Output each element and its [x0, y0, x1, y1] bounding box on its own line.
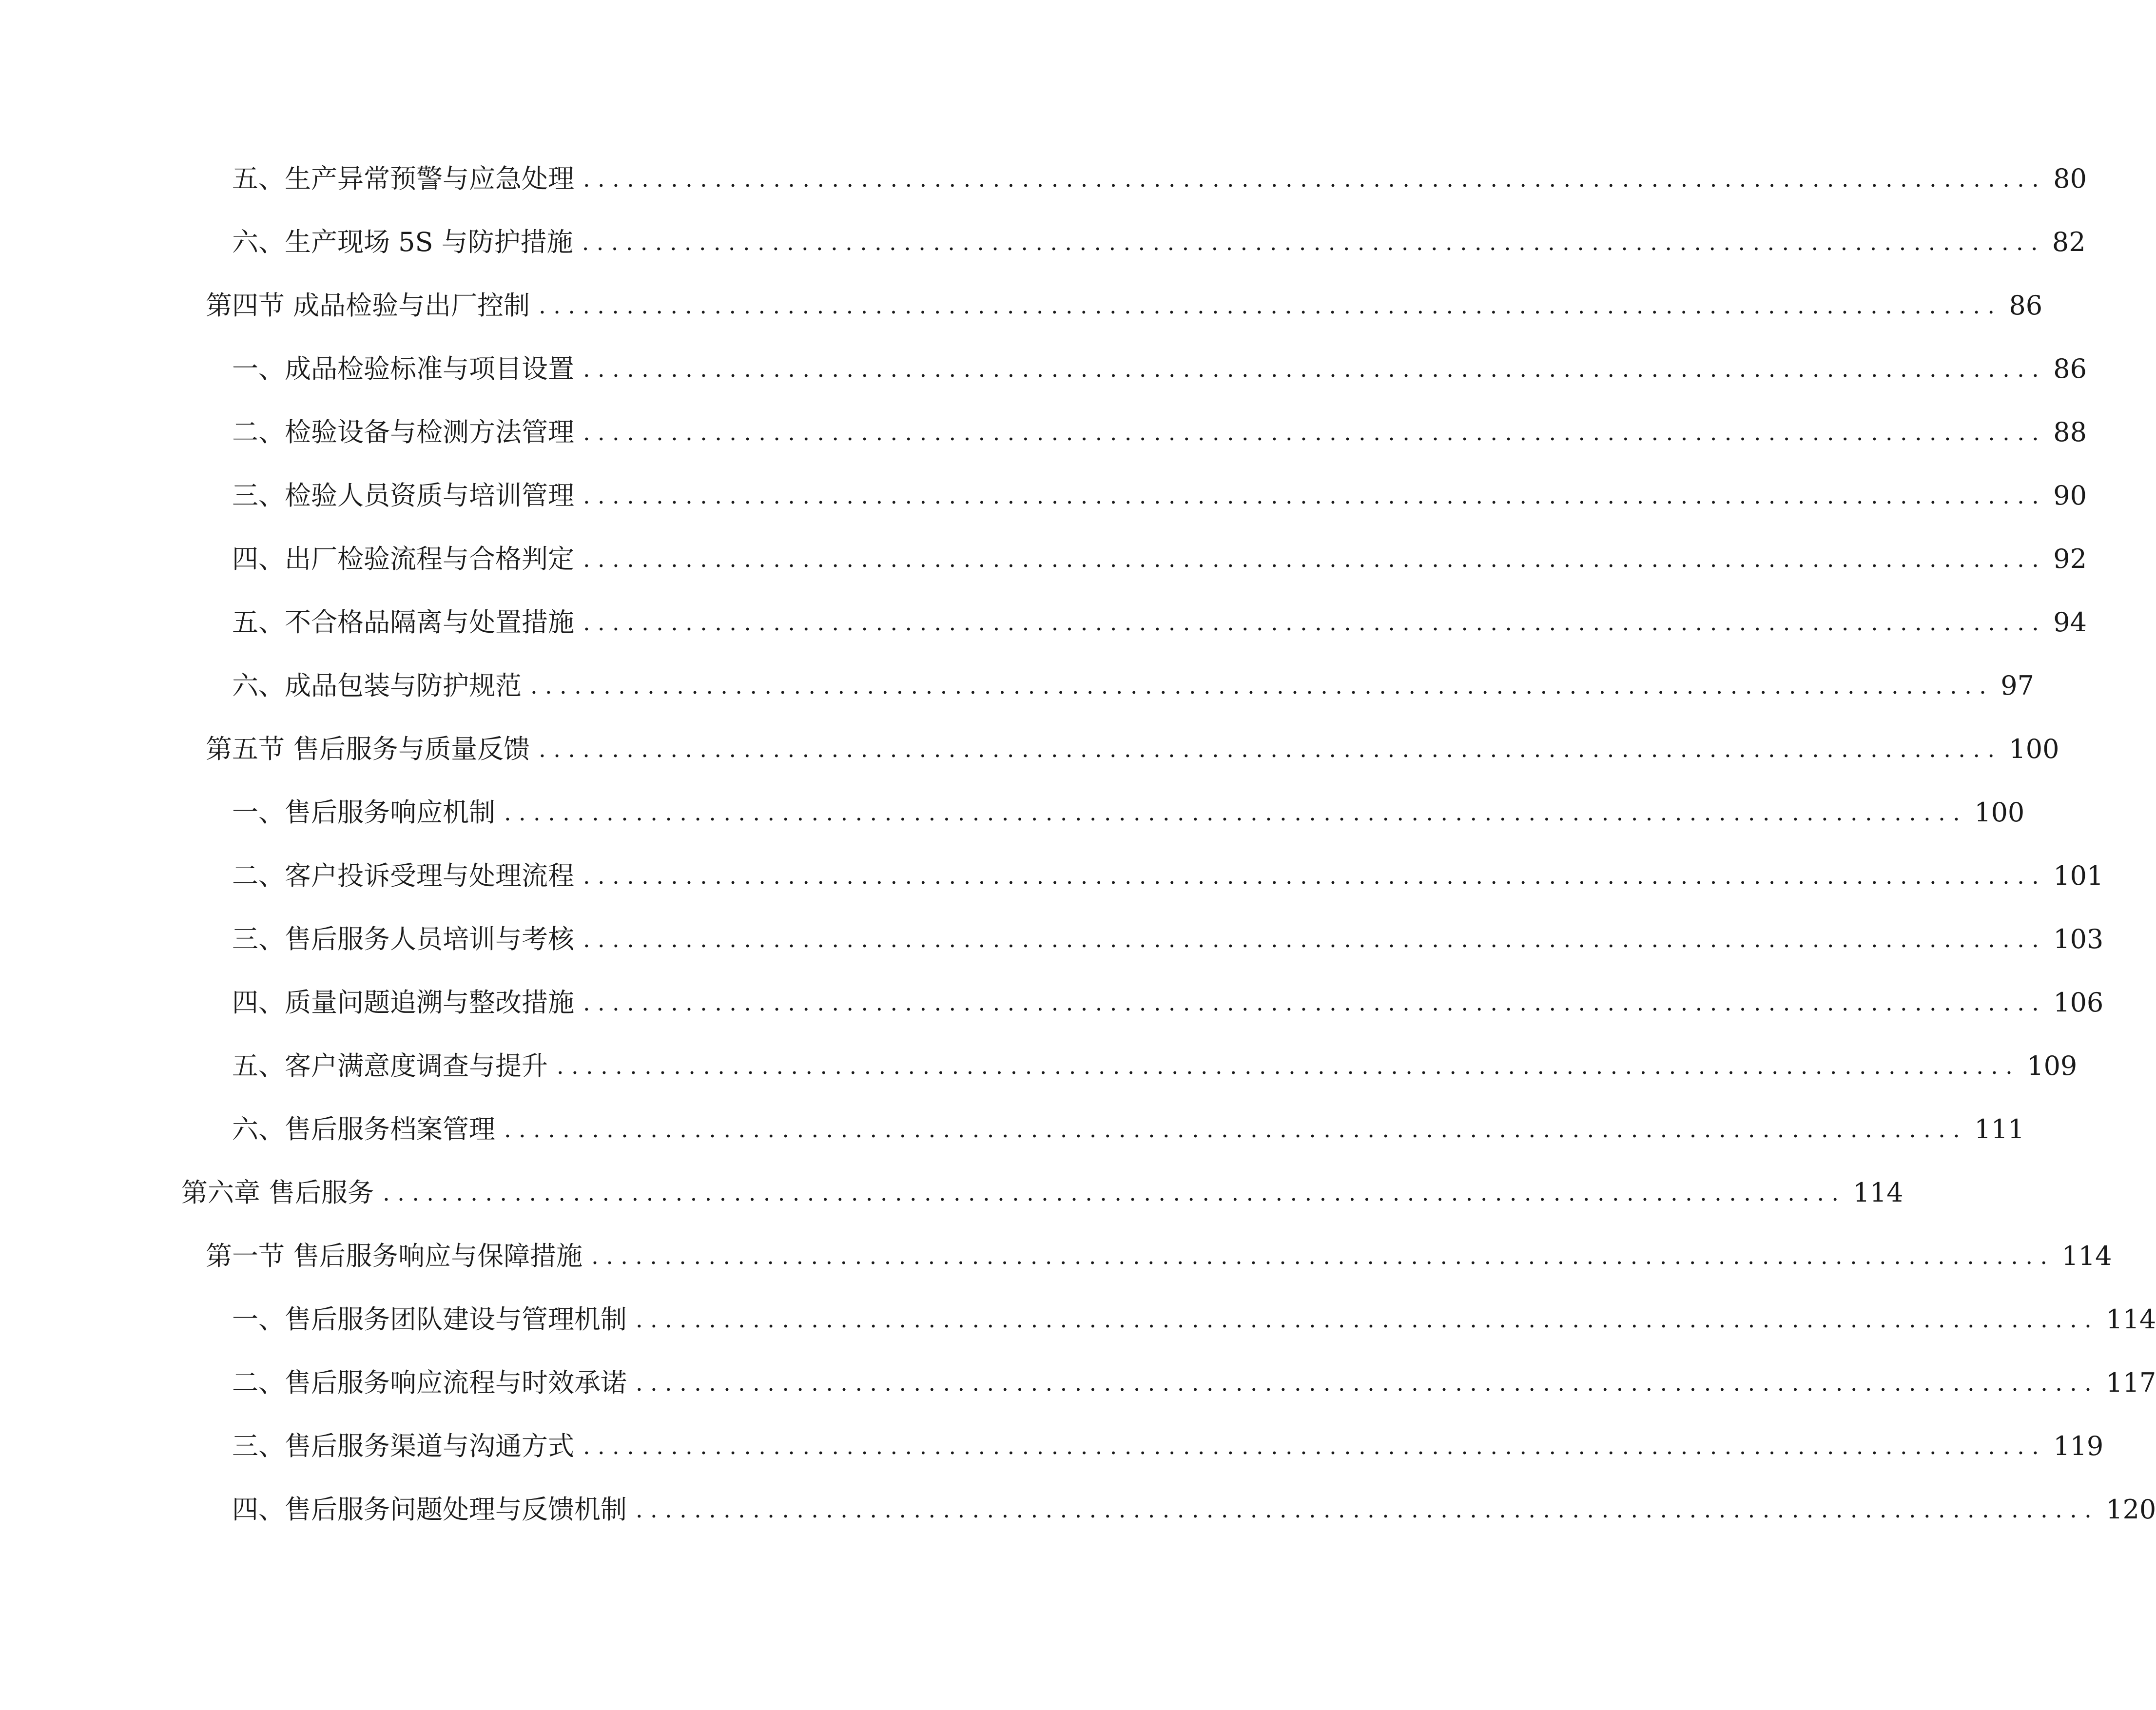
toc-dot-leader: ....................................................................................................	[591, 1243, 2055, 1269]
toc-dot-leader: ....................................................................................................	[539, 292, 2002, 319]
toc-entry-title: 六、成品包装与防护规范	[232, 670, 522, 701]
toc-entry-page: 111	[1974, 1114, 2025, 1145]
toc-entry[interactable]	[232, 981, 2104, 1025]
toc-entry[interactable]	[232, 601, 2087, 644]
toc-entry-page: 109	[2027, 1050, 2078, 1081]
toc-entry[interactable]	[232, 1044, 2078, 1088]
toc-entry-title: 第四节 成品检验与出厂控制	[206, 290, 530, 321]
toc-entry-title: 一、售后服务响应机制	[232, 797, 495, 828]
toc-entry[interactable]	[232, 220, 2086, 264]
toc-entry-page: 94	[2053, 607, 2087, 638]
toc-entry[interactable]	[232, 474, 2087, 518]
toc-entry-title: 一、售后服务团队建设与管理机制	[232, 1304, 627, 1335]
toc-entry-title: 五、客户满意度调查与提升	[232, 1050, 548, 1081]
toc-dot-leader: ....................................................................................................	[583, 483, 2047, 509]
toc-entry-page: 117	[2106, 1367, 2156, 1398]
toc-entry[interactable]	[232, 664, 2034, 708]
toc-entry-title: 四、售后服务问题处理与反馈机制	[232, 1494, 627, 1525]
toc-entry-page: 120	[2106, 1494, 2156, 1525]
toc-dot-leader: ....................................................................................................	[636, 1496, 2099, 1523]
toc-dot-leader: ....................................................................................................	[583, 356, 2047, 382]
toc-entry-title: 三、售后服务渠道与沟通方式	[232, 1431, 574, 1461]
toc-entry[interactable]	[232, 854, 2104, 898]
toc-entry[interactable]	[206, 1234, 2112, 1278]
toc-entry-page: 92	[2053, 544, 2087, 574]
toc-entry-title: 二、客户投诉受理与处理流程	[232, 860, 574, 891]
toc-entry-title: 六、生产现场 5S 与防护措施	[232, 227, 573, 257]
toc-entry[interactable]	[232, 917, 2104, 961]
toc-entry-page: 86	[2053, 353, 2087, 384]
toc-dot-leader: ....................................................................................................	[583, 609, 2047, 636]
toc-entry-page: 114	[1853, 1177, 1903, 1208]
toc-entry[interactable]	[232, 1488, 2156, 1532]
toc-entry[interactable]	[232, 1361, 2156, 1405]
toc-dot-leader: ....................................................................................................	[583, 419, 2047, 446]
toc-dot-leader: ....................................................................................................	[636, 1306, 2099, 1333]
toc-entry-title: 第六章 售后服务	[181, 1177, 374, 1208]
toc-entry[interactable]	[232, 1298, 2156, 1341]
toc-entry[interactable]	[206, 284, 2043, 328]
toc-entry[interactable]	[181, 1171, 1903, 1215]
toc-entry-page: 88	[2053, 417, 2087, 447]
toc-entry-title: 五、生产异常预警与应急处理	[232, 163, 574, 194]
toc-entry-title: 二、检验设备与检测方法管理	[232, 417, 574, 447]
toc-dot-leader: ....................................................................................................	[583, 166, 2047, 192]
toc-entry-title: 五、不合格品隔离与处置措施	[232, 607, 574, 638]
toc-dot-leader: ....................................................................................................	[583, 863, 2047, 889]
toc-entry-title: 四、质量问题追溯与整改措施	[232, 987, 574, 1018]
toc-dot-leader: ....................................................................................................	[583, 546, 2047, 572]
toc-dot-leader: ....................................................................................................	[583, 1433, 2047, 1459]
toc-entry-page: 103	[2053, 924, 2104, 954]
toc-dot-leader: ....................................................................................................	[582, 229, 2045, 255]
toc-entry-page: 114	[2106, 1304, 2156, 1335]
toc-dot-leader: ....................................................................................................	[539, 736, 2002, 762]
toc-entry[interactable]	[232, 791, 2025, 835]
toc-entry-title: 二、售后服务响应流程与时效承诺	[232, 1367, 627, 1398]
toc-entry[interactable]	[232, 1424, 2104, 1468]
toc-dot-leader: ....................................................................................................	[557, 1053, 2020, 1079]
toc-entry-page: 100	[1974, 797, 2025, 828]
toc-entry-page: 100	[2009, 734, 2059, 764]
toc-entry-title: 三、售后服务人员培训与考核	[232, 924, 574, 954]
toc-entry-title: 三、检验人员资质与培训管理	[232, 480, 574, 511]
toc-entry-page: 119	[2053, 1431, 2104, 1461]
toc-entry-title: 第一节 售后服务响应与保障措施	[206, 1241, 583, 1271]
toc-entry-page: 97	[2001, 670, 2034, 701]
toc-dot-leader: ....................................................................................................	[530, 673, 1994, 699]
toc-dot-leader: ....................................................................................................	[583, 990, 2047, 1016]
toc-entry[interactable]	[232, 1108, 2025, 1151]
toc-entry-title: 四、出厂检验流程与合格判定	[232, 544, 574, 574]
toc-entry-page: 106	[2053, 987, 2104, 1018]
toc-entry[interactable]	[232, 347, 2087, 391]
toc-entry[interactable]	[206, 727, 2059, 771]
toc-entry-page: 90	[2053, 480, 2087, 511]
toc-dot-leader: ....................................................................................................	[383, 1180, 1846, 1206]
toc-dot-leader: ....................................................................................................	[504, 1116, 1968, 1143]
toc-entry-title: 第五节 售后服务与质量反馈	[206, 734, 530, 764]
toc-entry[interactable]	[232, 157, 2087, 201]
toc-entry-page: 80	[2053, 163, 2087, 194]
toc-entry-page: 114	[2061, 1241, 2112, 1271]
toc-entry[interactable]	[232, 537, 2087, 581]
toc-dot-leader: ....................................................................................................	[636, 1370, 2099, 1396]
toc-entry-title: 一、成品检验标准与项目设置	[232, 353, 574, 384]
toc-entry-page: 86	[2009, 290, 2043, 321]
toc-entry[interactable]	[232, 410, 2087, 454]
toc-dot-leader: ....................................................................................................	[504, 799, 1968, 826]
toc-dot-leader: ....................................................................................................	[583, 926, 2047, 952]
toc-entry-title: 六、售后服务档案管理	[232, 1114, 495, 1145]
toc-entry-page: 82	[2052, 227, 2086, 257]
toc-entry-page: 101	[2053, 860, 2104, 891]
